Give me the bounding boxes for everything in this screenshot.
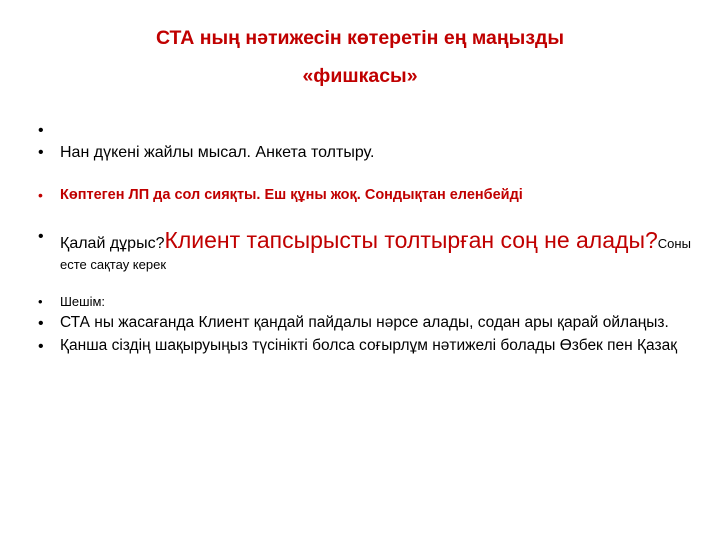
title-line-1: СТА ның нәтижесін көтеретін ең маңызды — [155, 27, 565, 49]
bullet-marker-icon: • — [38, 314, 44, 332]
spacer — [38, 206, 698, 226]
list-item — [38, 186, 698, 205]
title-line-2: «фишкасы» — [302, 65, 418, 88]
list-item — [38, 120, 698, 140]
bullet-marker-icon: • — [38, 228, 44, 246]
list-item-label: Қанша сіздің шақыруыңыз түсінікті болса соғырлұм нәтижелі болады Өзбек пен Қазақ — [60, 337, 678, 355]
question-note: Соны есте сақтау керек — [60, 236, 691, 273]
list-item-label: Шешім: — [60, 294, 106, 310]
spacer — [38, 166, 698, 186]
list-item — [38, 142, 698, 164]
list-item — [38, 313, 698, 335]
bullet-marker-icon: • — [38, 122, 44, 139]
list-item — [38, 336, 698, 358]
spacer — [38, 277, 698, 287]
list-item-label: СТА ны жасағанда Клиент қандай пайдалы нәрсе алады, содан ары қарай ойлаңыз. — [60, 313, 669, 331]
question-highlight: Клиент тапсырысты толтырған соң не алады? — [164, 227, 658, 254]
list-item — [38, 293, 698, 311]
list-item-label: Көптеген ЛП да сол сияқты. Еш құны жоқ. Сондықтан еленбейді — [60, 186, 523, 203]
question-prefix: Қалай дұрыс? — [60, 235, 165, 253]
list-item — [38, 226, 698, 275]
slide-title — [60, 24, 660, 91]
bullet-marker-icon: • — [38, 294, 43, 310]
bullet-marker-icon: • — [38, 338, 44, 356]
slide-body — [38, 120, 698, 360]
list-item-label — [60, 226, 698, 275]
bullet-marker-icon: • — [38, 186, 43, 203]
list-item-label: Нан дүкені жайлы мысал. Анкета толтыру. — [60, 144, 375, 161]
bullet-marker-icon: • — [38, 144, 44, 161]
